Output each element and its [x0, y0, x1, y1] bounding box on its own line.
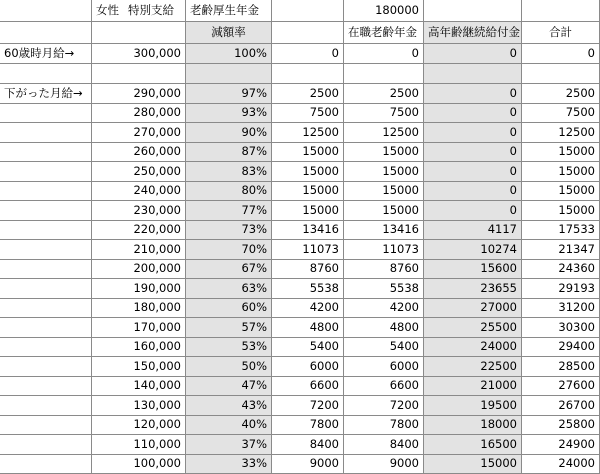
rate-cell[interactable]: 83% [186, 162, 272, 182]
benefit-cell[interactable]: 25500 [424, 318, 522, 338]
rate-cell[interactable]: 33% [186, 455, 272, 474]
row-label[interactable] [0, 104, 92, 123]
salary-cell[interactable]: 250,000 [92, 162, 186, 182]
pension-cell[interactable]: 12500 [272, 123, 344, 143]
cell-F4[interactable] [424, 64, 522, 84]
row-label[interactable] [0, 143, 92, 162]
row-label[interactable] [0, 435, 92, 455]
pension-cell[interactable]: 6000 [272, 357, 344, 377]
salary-cell[interactable]: 100,000 [92, 455, 186, 474]
in-service-cell[interactable]: 13416 [344, 221, 424, 240]
benefit-cell[interactable]: 0 [424, 143, 522, 162]
base-pension[interactable]: 0 [272, 44, 344, 64]
base-in-service[interactable]: 0 [344, 44, 424, 64]
base-row-label[interactable]: 60歳時月給→ [0, 44, 92, 64]
in-service-cell[interactable]: 9000 [344, 455, 424, 474]
total-cell[interactable]: 24900 [522, 435, 600, 455]
row-label[interactable] [0, 260, 92, 279]
row-label[interactable] [0, 416, 92, 435]
pension-amount-value[interactable]: 180000 [344, 0, 424, 22]
salary-cell[interactable]: 130,000 [92, 396, 186, 416]
total-cell[interactable]: 31200 [522, 299, 600, 318]
salary-cell[interactable]: 290,000 [92, 84, 186, 104]
in-service-cell[interactable]: 4800 [344, 318, 424, 338]
salary-cell[interactable]: 170,000 [92, 318, 186, 338]
benefit-cell[interactable]: 10274 [424, 240, 522, 260]
benefit-cell[interactable]: 0 [424, 182, 522, 201]
total-cell[interactable]: 15000 [522, 162, 600, 182]
cell-F1[interactable] [424, 0, 522, 22]
benefit-cell[interactable]: 22500 [424, 357, 522, 377]
benefit-cell[interactable]: 0 [424, 123, 522, 143]
row-label[interactable] [0, 182, 92, 201]
base-salary[interactable]: 300,000 [92, 44, 186, 64]
pension-cell[interactable]: 15000 [272, 182, 344, 201]
rate-cell[interactable]: 93% [186, 104, 272, 123]
total-cell[interactable]: 24000 [522, 455, 600, 474]
header-gender-special-cell[interactable] [92, 0, 186, 22]
total-cell[interactable]: 26700 [522, 396, 600, 416]
total-cell[interactable]: 29400 [522, 338, 600, 357]
in-service-cell[interactable]: 12500 [344, 123, 424, 143]
row-label[interactable]: 下がった月給→ [0, 84, 92, 104]
cell-G4[interactable] [522, 64, 600, 84]
base-total[interactable]: 0 [522, 44, 600, 64]
benefit-cell[interactable]: 19500 [424, 396, 522, 416]
salary-cell[interactable]: 160,000 [92, 338, 186, 357]
total-cell[interactable]: 29193 [522, 279, 600, 299]
pension-cell[interactable]: 2500 [272, 84, 344, 104]
in-service-cell[interactable]: 5538 [344, 279, 424, 299]
in-service-cell[interactable]: 7200 [344, 396, 424, 416]
pension-cell[interactable]: 15000 [272, 143, 344, 162]
row-label[interactable] [0, 455, 92, 474]
rate-cell[interactable]: 47% [186, 377, 272, 396]
in-service-cell[interactable]: 6600 [344, 377, 424, 396]
total-cell[interactable]: 27600 [522, 377, 600, 396]
salary-cell[interactable]: 210,000 [92, 240, 186, 260]
pension-cell[interactable]: 8400 [272, 435, 344, 455]
in-service-cell[interactable]: 15000 [344, 143, 424, 162]
row-label[interactable] [0, 279, 92, 299]
pension-cell[interactable]: 7200 [272, 396, 344, 416]
row-label[interactable] [0, 240, 92, 260]
pension-cell[interactable]: 15000 [272, 162, 344, 182]
rate-cell[interactable]: 70% [186, 240, 272, 260]
salary-cell[interactable]: 280,000 [92, 104, 186, 123]
total-cell[interactable]: 2500 [522, 84, 600, 104]
row-label[interactable] [0, 357, 92, 377]
row-label[interactable] [0, 318, 92, 338]
pension-cell[interactable]: 5538 [272, 279, 344, 299]
total-cell[interactable]: 15000 [522, 182, 600, 201]
total-cell[interactable]: 21347 [522, 240, 600, 260]
row-label[interactable] [0, 377, 92, 396]
in-service-cell[interactable]: 7500 [344, 104, 424, 123]
header-continued-employment-benefit[interactable]: 高年齢継続給付金 [424, 22, 522, 44]
salary-cell[interactable]: 140,000 [92, 377, 186, 396]
in-service-cell[interactable]: 15000 [344, 162, 424, 182]
total-cell[interactable]: 15000 [522, 201, 600, 221]
rate-cell[interactable]: 87% [186, 143, 272, 162]
salary-cell[interactable]: 240,000 [92, 182, 186, 201]
cell-A2[interactable] [0, 22, 92, 44]
cell-E4[interactable] [344, 64, 424, 84]
in-service-cell[interactable]: 8760 [344, 260, 424, 279]
benefit-cell[interactable]: 0 [424, 162, 522, 182]
benefit-cell[interactable]: 16500 [424, 435, 522, 455]
total-cell[interactable]: 25800 [522, 416, 600, 435]
cell-D2[interactable] [272, 22, 344, 44]
benefit-cell[interactable]: 0 [424, 84, 522, 104]
benefit-cell[interactable]: 18000 [424, 416, 522, 435]
benefit-cell[interactable]: 0 [424, 201, 522, 221]
in-service-cell[interactable]: 15000 [344, 182, 424, 201]
base-benefit[interactable]: 0 [424, 44, 522, 64]
cell-A4[interactable] [0, 64, 92, 84]
benefit-cell[interactable]: 21000 [424, 377, 522, 396]
rate-cell[interactable]: 73% [186, 221, 272, 240]
total-cell[interactable]: 24360 [522, 260, 600, 279]
pension-cell[interactable]: 7800 [272, 416, 344, 435]
rate-cell[interactable]: 53% [186, 338, 272, 357]
salary-cell[interactable]: 200,000 [92, 260, 186, 279]
row-label[interactable] [0, 201, 92, 221]
row-label[interactable] [0, 299, 92, 318]
salary-cell[interactable]: 190,000 [92, 279, 186, 299]
row-label[interactable] [0, 123, 92, 143]
header-reduction-rate[interactable]: 減額率 [186, 22, 272, 44]
rate-cell[interactable]: 80% [186, 182, 272, 201]
rate-cell[interactable]: 57% [186, 318, 272, 338]
header-total[interactable]: 合計 [522, 22, 600, 44]
rate-cell[interactable]: 63% [186, 279, 272, 299]
salary-cell[interactable]: 180,000 [92, 299, 186, 318]
salary-cell[interactable]: 260,000 [92, 143, 186, 162]
base-rate[interactable]: 100% [186, 44, 272, 64]
salary-cell[interactable]: 270,000 [92, 123, 186, 143]
cell-G1[interactable] [522, 0, 600, 22]
cell-A1[interactable] [0, 0, 92, 22]
in-service-cell[interactable]: 2500 [344, 84, 424, 104]
benefit-cell[interactable]: 15600 [424, 260, 522, 279]
rate-cell[interactable]: 90% [186, 123, 272, 143]
salary-cell[interactable]: 110,000 [92, 435, 186, 455]
pension-cell[interactable]: 8760 [272, 260, 344, 279]
in-service-cell[interactable]: 6000 [344, 357, 424, 377]
rate-cell[interactable]: 60% [186, 299, 272, 318]
total-cell[interactable]: 15000 [522, 143, 600, 162]
in-service-cell[interactable]: 11073 [344, 240, 424, 260]
row-label[interactable] [0, 338, 92, 357]
rate-cell[interactable]: 97% [186, 84, 272, 104]
salary-cell[interactable]: 120,000 [92, 416, 186, 435]
pension-cell[interactable]: 5400 [272, 338, 344, 357]
total-cell[interactable]: 17533 [522, 221, 600, 240]
rate-cell[interactable]: 43% [186, 396, 272, 416]
cell-C4[interactable] [186, 64, 272, 84]
rate-cell[interactable]: 50% [186, 357, 272, 377]
benefit-cell[interactable]: 27000 [424, 299, 522, 318]
in-service-cell[interactable]: 5400 [344, 338, 424, 357]
row-label[interactable] [0, 162, 92, 182]
pension-cell[interactable]: 6600 [272, 377, 344, 396]
rate-cell[interactable]: 37% [186, 435, 272, 455]
gender-label: 女性 [96, 2, 119, 17]
pension-cell[interactable]: 15000 [272, 201, 344, 221]
in-service-cell[interactable]: 4200 [344, 299, 424, 318]
pension-cell[interactable]: 4800 [272, 318, 344, 338]
salary-cell[interactable]: 220,000 [92, 221, 186, 240]
special-pension-label: 特別支給 [128, 2, 174, 17]
cell-B4[interactable] [92, 64, 186, 84]
benefit-cell[interactable]: 23655 [424, 279, 522, 299]
row-label[interactable] [0, 221, 92, 240]
header-in-service-pension[interactable]: 在職老齢年金 [344, 22, 424, 44]
benefit-cell[interactable]: 0 [424, 104, 522, 123]
benefit-cell[interactable]: 4117 [424, 221, 522, 240]
salary-cell[interactable]: 230,000 [92, 201, 186, 221]
header-old-age-pension[interactable]: 老齢厚生年金 [186, 0, 272, 22]
cell-D4[interactable] [272, 64, 344, 84]
rate-cell[interactable]: 77% [186, 201, 272, 221]
in-service-cell[interactable]: 8400 [344, 435, 424, 455]
pension-cell[interactable]: 13416 [272, 221, 344, 240]
rate-cell[interactable]: 67% [186, 260, 272, 279]
pension-cell[interactable]: 7500 [272, 104, 344, 123]
row-label[interactable] [0, 396, 92, 416]
pension-cell[interactable]: 11073 [272, 240, 344, 260]
total-cell[interactable]: 30300 [522, 318, 600, 338]
total-cell[interactable]: 12500 [522, 123, 600, 143]
rate-cell[interactable]: 40% [186, 416, 272, 435]
pension-cell[interactable]: 4200 [272, 299, 344, 318]
total-cell[interactable]: 7500 [522, 104, 600, 123]
benefit-cell[interactable]: 24000 [424, 338, 522, 357]
in-service-cell[interactable]: 7800 [344, 416, 424, 435]
salary-cell[interactable]: 150,000 [92, 357, 186, 377]
benefit-cell[interactable]: 15000 [424, 455, 522, 474]
cell-B2[interactable] [92, 22, 186, 44]
cell-D1[interactable] [272, 0, 344, 22]
in-service-cell[interactable]: 15000 [344, 201, 424, 221]
total-cell[interactable]: 28500 [522, 357, 600, 377]
pension-cell[interactable]: 9000 [272, 455, 344, 474]
